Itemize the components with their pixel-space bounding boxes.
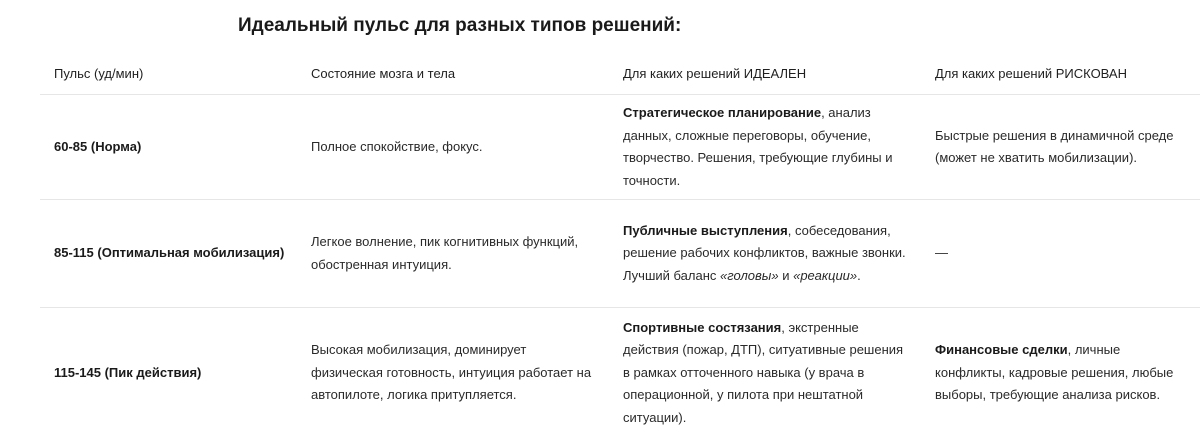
ideal-bold: Спортивные состязания: [623, 320, 781, 335]
ideal-text-end: .: [857, 268, 861, 283]
pulse-cell: 85-115 (Оптимальная мобилизация): [40, 200, 297, 308]
ideal-text-mid: и: [779, 268, 794, 283]
ideal-cell: [609, 308, 921, 438]
state-cell: Легкое волнение, пик когнитивных функций, обостренная интуиция.: [297, 200, 609, 308]
risky-cell: [921, 308, 1200, 438]
risky-text: , личные конфликты, кадровые решения, любые выборы, требующие анализа рисков.: [935, 342, 1173, 402]
state-cell: Высокая мобилизация, доминирует физическая готовность, интуиция работает на автопилоте, логика притупляется.: [297, 308, 609, 438]
risky-bold: Финансовые сделки: [935, 342, 1068, 357]
table-row: [40, 200, 1200, 308]
ideal-text: , анализ данных, сложные переговоры, обучение, творчество. Решения, требующие глубины и точности.: [623, 105, 893, 188]
table-header-row: [40, 52, 1200, 95]
ideal-italic-head: «головы»: [720, 268, 779, 283]
ideal-text: , экстренные действия (пожар, ДТП), ситуативные решения в рамках отточенного навыка (у врача в операционной, у пилота при нештатной ситуации).: [623, 320, 903, 425]
risky-cell: —: [921, 200, 1200, 308]
ideal-text: , собеседования, решение рабочих конфликтов, важные звонки. Лучший баланс: [623, 223, 906, 283]
ideal-bold: Стратегическое планирование: [623, 105, 821, 120]
table-row: [40, 95, 1200, 200]
ideal-cell: [609, 95, 921, 200]
ideal-bold: Публичные выступления: [623, 223, 788, 238]
table-row: [40, 308, 1200, 438]
header-risky: Для каких решений РИСКОВАН: [921, 52, 1200, 95]
ideal-cell: [609, 200, 921, 308]
pulse-cell: 60-85 (Норма): [40, 95, 297, 200]
pulse-cell: 115-145 (Пик действия): [40, 308, 297, 438]
header-ideal: Для каких решений ИДЕАЛЕН: [609, 52, 921, 95]
ideal-italic-reaction: «реакции»: [793, 268, 857, 283]
header-state: Состояние мозга и тела: [297, 52, 609, 95]
risky-cell: Быстрые решения в динамичной среде (может не хватить мобилизации).: [921, 95, 1200, 200]
state-cell: Полное спокойствие, фокус.: [297, 95, 609, 200]
pulse-table: [40, 52, 1200, 438]
header-pulse: Пульс (уд/мин): [40, 52, 297, 95]
page-title: Идеальный пульс для разных типов решений:: [238, 13, 681, 39]
